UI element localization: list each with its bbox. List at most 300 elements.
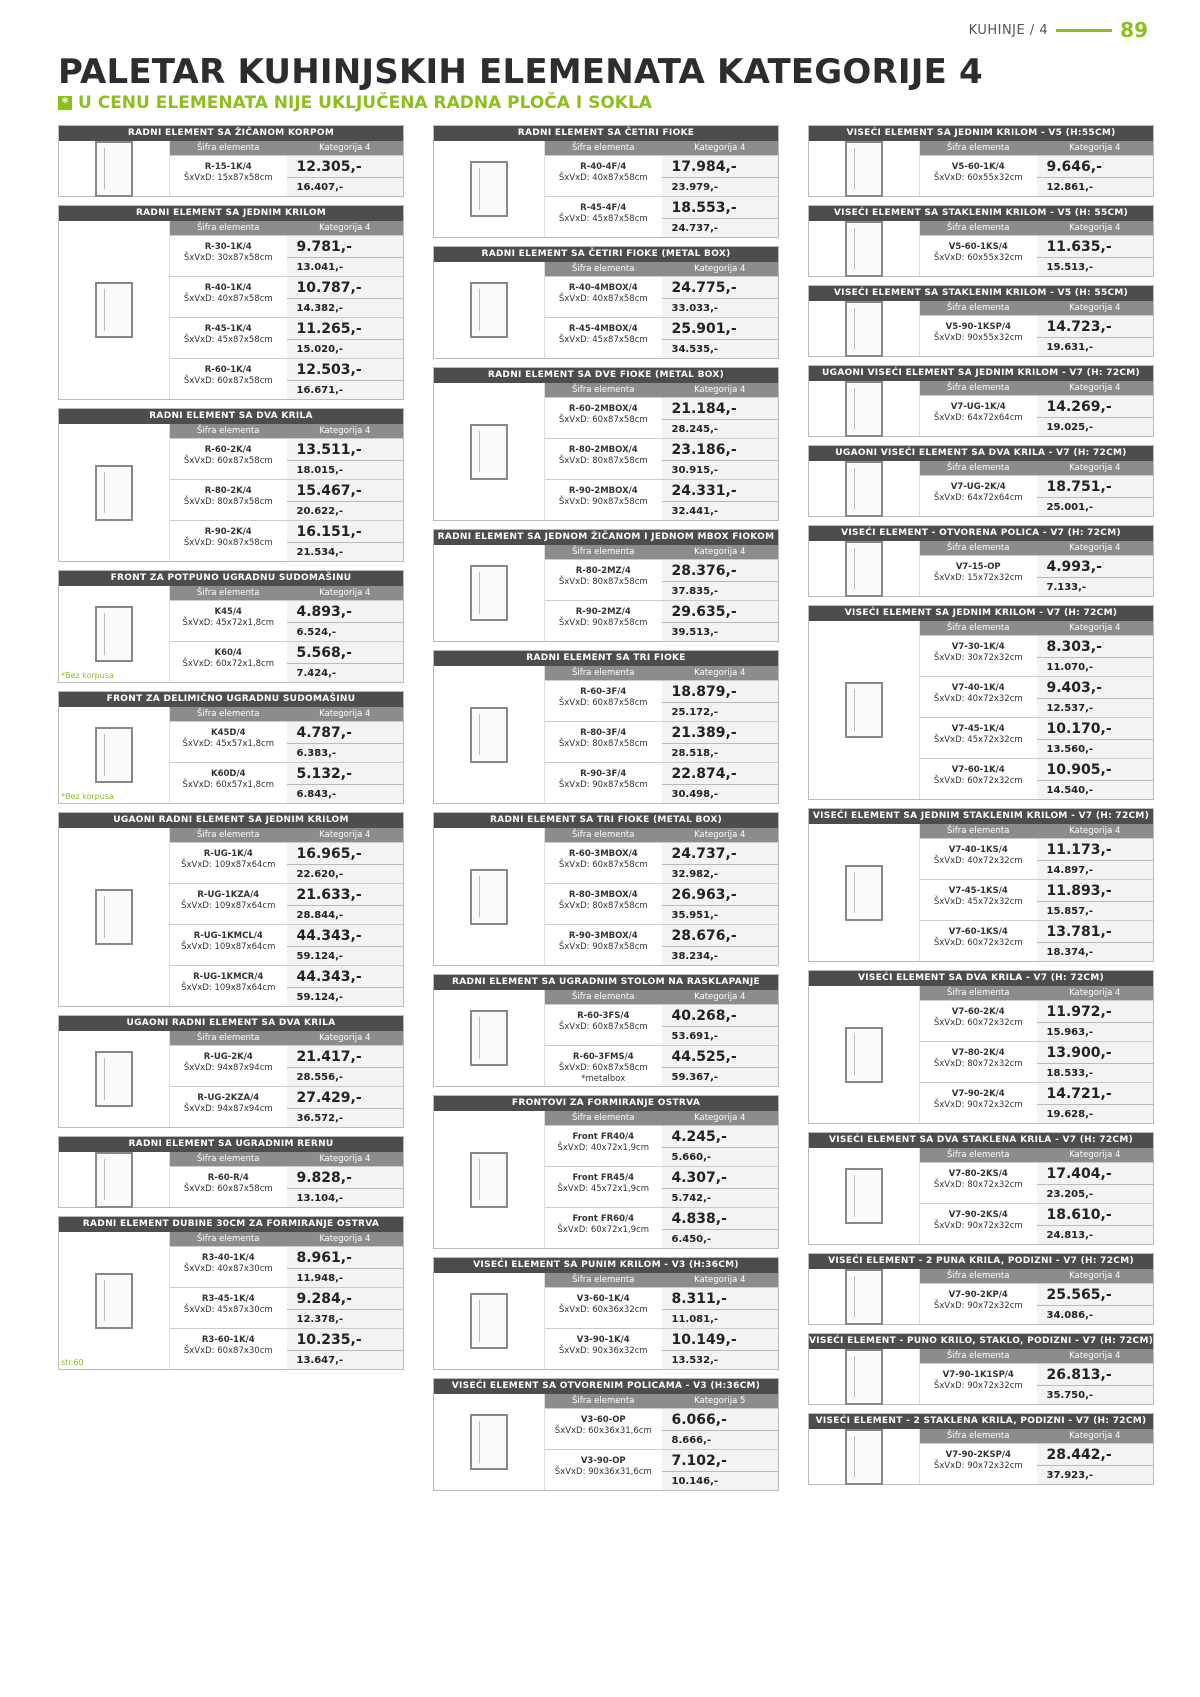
- element-code-cell: [920, 156, 1037, 196]
- price-cell: [662, 398, 779, 438]
- category-header: Kategorija 4: [694, 1113, 746, 1123]
- price-cell: [287, 1329, 404, 1369]
- product-image: [59, 1232, 170, 1369]
- element-code-cell: [170, 1329, 287, 1369]
- category-header: Kategorija 4: [319, 426, 371, 436]
- element-code-cell: [170, 1288, 287, 1328]
- regular-price: 6.843,-: [296, 789, 337, 800]
- category-header: Kategorija 4: [1069, 1431, 1121, 1441]
- regular-price: 34.086,-: [1046, 1310, 1094, 1321]
- table-row: [920, 555, 1153, 596]
- cabinet-icon: [95, 141, 133, 197]
- price-cell: [287, 318, 404, 358]
- table-header: [170, 828, 403, 842]
- table-row: [545, 1045, 778, 1086]
- price-divider: [662, 1309, 779, 1310]
- regular-price: 21.534,-: [296, 547, 344, 558]
- code-header: Šifra elementa: [947, 623, 1010, 633]
- element-code: R-30-1K/4: [204, 242, 252, 252]
- price-divider: [662, 702, 779, 703]
- element-code-cell: [920, 677, 1037, 717]
- element-code-cell: [920, 839, 1037, 879]
- element-code: R3-45-1K/4: [201, 1294, 255, 1304]
- section-note: *Bez korpusa: [61, 671, 114, 680]
- category-header: Kategorija 4: [319, 1033, 371, 1043]
- product-image: [434, 545, 545, 641]
- regular-price: 19.631,-: [1046, 342, 1094, 353]
- table-header: [170, 1152, 403, 1166]
- table-row: [545, 559, 778, 600]
- price-divider: [1037, 1385, 1154, 1386]
- table-row: [545, 1408, 778, 1449]
- element-dimensions: ŠxVxD: 60x72x32cm: [933, 938, 1023, 948]
- code-header: Šifra elementa: [947, 463, 1010, 473]
- regular-price: 8.666,-: [671, 1435, 712, 1446]
- product-image: [59, 586, 170, 682]
- category-header: Kategorija 4: [319, 143, 371, 153]
- cabinet-icon: [470, 707, 508, 763]
- category-header: Kategorija 4: [694, 830, 746, 840]
- regular-price: 13.104,-: [296, 1193, 344, 1204]
- element-dimensions: ŠxVxD: 60x87x30cm: [183, 1346, 273, 1356]
- regular-price: 32.982,-: [671, 869, 719, 880]
- price-divider: [662, 1229, 779, 1230]
- discount-price: 21.184,-: [671, 401, 737, 417]
- element-code-cell: [920, 1042, 1037, 1082]
- table-header: [170, 1031, 403, 1045]
- table-row: [545, 1004, 778, 1045]
- product-image: [809, 621, 920, 799]
- cabinet-icon: [470, 282, 508, 338]
- table-row: [920, 920, 1153, 961]
- element-code-cell: [170, 277, 287, 317]
- table-row: [170, 965, 403, 1006]
- element-code-cell: [170, 318, 287, 358]
- discount-price: 18.553,-: [671, 200, 737, 216]
- price-divider: [287, 905, 404, 906]
- section-title: VISEĆI ELEMENT SA JEDNIM KRILOM - V7 (H: 72CM): [809, 606, 1153, 621]
- product-image: [434, 828, 545, 965]
- code-header: Šifra elementa: [572, 385, 635, 395]
- element-dimensions: ŠxVxD: 45x87x58cm: [183, 335, 273, 345]
- element-code: V7-30-1K/4: [951, 642, 1005, 652]
- element-dimensions: ŠxVxD: 90x87x58cm: [558, 942, 648, 952]
- price-divider: [1037, 497, 1154, 498]
- element-dimensions: ŠxVxD: 64x72x64cm: [933, 413, 1023, 423]
- price-cell: [662, 439, 779, 479]
- regular-price: 19.025,-: [1046, 422, 1094, 433]
- element-code: R-60-3FMS/4: [572, 1052, 634, 1062]
- element-dimensions: ŠxVxD: 109x87x64cm: [181, 901, 276, 911]
- cabinet-icon: [95, 465, 133, 521]
- element-dimensions: ŠxVxD: 40x72x32cm: [933, 694, 1023, 704]
- category-header: Kategorija 4: [319, 1154, 371, 1164]
- price-cell: [287, 884, 404, 924]
- discount-price: 5.132,-: [296, 766, 352, 782]
- product-image: [434, 990, 545, 1086]
- section-title: VISEĆI ELEMENT - OTVORENA POLICA - V7 (H: 72CM): [809, 526, 1153, 541]
- element-code: R-80-3MBOX/4: [568, 890, 638, 900]
- category-header: Kategorija 4: [1069, 623, 1121, 633]
- table-row: [545, 397, 778, 438]
- regular-price: 10.146,-: [671, 1476, 719, 1487]
- regular-price: 20.622,-: [296, 506, 344, 517]
- product-section: [433, 367, 779, 521]
- element-code-cell: [545, 1046, 662, 1086]
- table-row: [170, 358, 403, 399]
- element-code: R-60-2MBOX/4: [568, 404, 638, 414]
- element-dimensions: ŠxVxD: 109x87x64cm: [181, 942, 276, 952]
- element-dimensions: ŠxVxD: 45x87x58cm: [558, 335, 648, 345]
- element-code: V7-80-2K/4: [951, 1048, 1005, 1058]
- section-title: RADNI ELEMENT DUBINE 30CM ZA FORMIRANJE OSTRVA: [59, 1217, 403, 1232]
- regular-price: 7.133,-: [1046, 582, 1087, 593]
- regular-price: 15.513,-: [1046, 262, 1094, 273]
- table-row: [545, 924, 778, 965]
- discount-price: 44.343,-: [296, 928, 362, 944]
- price-cell: [1037, 718, 1154, 758]
- product-image: [59, 707, 170, 803]
- table-row: [545, 1449, 778, 1490]
- price-cell: [1037, 556, 1154, 596]
- table-header: [920, 986, 1153, 1000]
- price-cell: [662, 318, 779, 358]
- element-code: V7-80-2KS/4: [948, 1169, 1008, 1179]
- product-image: [434, 1273, 545, 1369]
- price-cell: [662, 884, 779, 924]
- table-row: [170, 317, 403, 358]
- regular-price: 18.374,-: [1046, 947, 1094, 958]
- code-header: Šifra elementa: [572, 143, 635, 153]
- regular-price: 13.647,-: [296, 1355, 344, 1366]
- table-row: [920, 395, 1153, 436]
- section-title: VISEĆI ELEMENT - PUNO KRILO, STAKLO, PODIZNI - V7 (H: 72CM): [809, 1334, 1153, 1349]
- price-cell: [662, 843, 779, 883]
- code-header: Šifra elementa: [197, 830, 260, 840]
- regular-price: 12.378,-: [296, 1314, 344, 1325]
- element-code-cell: [545, 1329, 662, 1369]
- element-code: V7-UG-2K/4: [950, 482, 1006, 492]
- price-cell: [662, 925, 779, 965]
- price-cell: [1037, 1042, 1154, 1082]
- product-section: [808, 1413, 1154, 1485]
- element-dimensions: ŠxVxD: 94x87x94cm: [183, 1104, 273, 1114]
- discount-price: 11.173,-: [1046, 842, 1112, 858]
- section-title: RADNI ELEMENT SA JEDNIM KRILOM: [59, 206, 403, 221]
- element-code-cell: [545, 601, 662, 641]
- section-title: VISEĆI ELEMENT - 2 STAKLENA KRILA, PODIZNI - V7 (H: 72CM): [809, 1414, 1153, 1429]
- table-row: [545, 1328, 778, 1369]
- price-cell: [287, 966, 404, 1006]
- product-section: [58, 1216, 404, 1370]
- table-row: [545, 721, 778, 762]
- discount-price: 18.610,-: [1046, 1207, 1112, 1223]
- price-divider: [1037, 1465, 1154, 1466]
- discount-price: 44.343,-: [296, 969, 362, 985]
- section-note: str.60: [61, 1358, 84, 1367]
- price-cell: [662, 1288, 779, 1328]
- regular-price: 12.861,-: [1046, 182, 1094, 193]
- table-row: [170, 1045, 403, 1086]
- element-dimensions: ŠxVxD: 60x87x58cm: [558, 698, 648, 708]
- table-row: [170, 479, 403, 520]
- cabinet-icon: [95, 1152, 133, 1208]
- section-title: FRONT ZA POTPUNO UGRADNU SUDOMAŠINU: [59, 571, 403, 586]
- regular-price: 18.015,-: [296, 465, 344, 476]
- element-code: K60/4: [214, 648, 242, 658]
- table-row: [545, 1287, 778, 1328]
- section-title: FRONT ZA DELIMIČNO UGRADNU SUDOMAŠINU: [59, 692, 403, 707]
- price-cell: [287, 601, 404, 641]
- price-divider: [662, 581, 779, 582]
- table-row: [920, 1000, 1153, 1041]
- regular-price: 6.524,-: [296, 627, 337, 638]
- product-section: [808, 1253, 1154, 1325]
- discount-price: 27.429,-: [296, 1090, 362, 1106]
- code-header: Šifra elementa: [197, 1154, 260, 1164]
- table-row: [545, 276, 778, 317]
- category-header: Kategorija 4: [694, 992, 746, 1002]
- table-row: [920, 717, 1153, 758]
- element-code-cell: [545, 1005, 662, 1045]
- element-dimensions: ŠxVxD: 40x87x30cm: [183, 1264, 273, 1274]
- table-row: [170, 641, 403, 682]
- price-divider: [287, 663, 404, 664]
- discount-price: 24.331,-: [671, 483, 737, 499]
- cabinet-icon: [470, 161, 508, 217]
- discount-price: 4.245,-: [671, 1129, 727, 1145]
- regular-price: 28.245,-: [671, 424, 719, 435]
- element-code-cell: [170, 1087, 287, 1127]
- category-header: Kategorija 4: [1069, 1150, 1121, 1160]
- price-cell: [287, 359, 404, 399]
- product-section: [58, 125, 404, 197]
- category-header: Kategorija 4: [319, 1234, 371, 1244]
- element-code-cell: [170, 236, 287, 276]
- element-code-cell: [545, 843, 662, 883]
- element-dimensions: ŠxVxD: 30x87x58cm: [183, 253, 273, 263]
- regular-price: 59.367,-: [671, 1072, 719, 1083]
- discount-price: 4.993,-: [1046, 559, 1102, 575]
- category-header: Kategorija 4: [1069, 303, 1121, 313]
- regular-price: 23.205,-: [1046, 1189, 1094, 1200]
- element-code: V7-90-2KS/4: [948, 1210, 1008, 1220]
- price-divider: [1037, 860, 1154, 861]
- table-row: [170, 1086, 403, 1127]
- table-header: [545, 262, 778, 276]
- page-header: [969, 18, 1148, 42]
- element-code: R-UG-1KMCL/4: [193, 931, 263, 941]
- table-header: [545, 990, 778, 1004]
- table-header: [170, 424, 403, 438]
- cabinet-icon: [845, 221, 883, 277]
- cabinet-icon: [845, 1168, 883, 1224]
- price-cell: [662, 763, 779, 803]
- product-image: [809, 1429, 920, 1484]
- table-header: [920, 824, 1153, 838]
- category-header: Kategorija 4: [694, 264, 746, 274]
- regular-price: 33.033,-: [671, 303, 719, 314]
- category-header: Kategorija 4: [694, 547, 746, 557]
- element-code: R-15-1K/4: [204, 162, 252, 172]
- category-header: Kategorija 4: [694, 1275, 746, 1285]
- price-cell: [1037, 476, 1154, 516]
- table-row: [170, 520, 403, 561]
- regular-price: 38.234,-: [671, 951, 719, 962]
- price-cell: [662, 1450, 779, 1490]
- product-image: [809, 381, 920, 436]
- cabinet-icon: [470, 1293, 508, 1349]
- section-title: UGAONI VISEĆI ELEMENT SA JEDNIM KRILOM - V7 (H: 72CM): [809, 366, 1153, 381]
- table-row: [545, 680, 778, 721]
- table-header: [170, 586, 403, 600]
- element-code-cell: [920, 718, 1037, 758]
- discount-price: 25.565,-: [1046, 1287, 1112, 1303]
- price-cell: [1037, 880, 1154, 920]
- code-header: Šifra elementa: [947, 1431, 1010, 1441]
- element-dimensions: ŠxVxD: 90x72x32cm: [933, 1461, 1023, 1471]
- price-divider: [1037, 1305, 1154, 1306]
- price-cell: [662, 1126, 779, 1166]
- table-row: [170, 762, 403, 803]
- price-cell: [287, 480, 404, 520]
- element-dimensions: ŠxVxD: 60x87x58cm *metalbox: [558, 1063, 648, 1084]
- regular-price: 12.537,-: [1046, 703, 1094, 714]
- price-cell: [287, 1288, 404, 1328]
- table-header: [920, 621, 1153, 635]
- discount-price: 14.723,-: [1046, 319, 1112, 335]
- regular-price: 22.620,-: [296, 869, 344, 880]
- discount-price: 8.311,-: [671, 1291, 727, 1307]
- element-code: R-UG-2K/4: [203, 1052, 253, 1062]
- element-dimensions: ŠxVxD: 90x87x58cm: [558, 780, 648, 790]
- product-image: [434, 1394, 545, 1490]
- element-dimensions: ŠxVxD: 45x72x32cm: [933, 735, 1023, 745]
- discount-price: 9.646,-: [1046, 159, 1102, 175]
- price-divider: [287, 1067, 404, 1068]
- cabinet-icon: [845, 682, 883, 738]
- product-section: [808, 1132, 1154, 1245]
- element-code: V7-45-1KS/4: [948, 886, 1008, 896]
- element-dimensions: ŠxVxD: 90x36x32cm: [558, 1346, 648, 1356]
- discount-price: 6.066,-: [671, 1412, 727, 1428]
- price-cell: [1037, 1083, 1154, 1123]
- table-row: [170, 721, 403, 762]
- regular-price: 14.540,-: [1046, 785, 1094, 796]
- element-dimensions: ŠxVxD: 45x57x1,8cm: [182, 739, 275, 749]
- regular-price: 16.671,-: [296, 385, 344, 396]
- product-image: [59, 828, 170, 1006]
- table-row: [170, 438, 403, 479]
- table-row: [920, 1203, 1153, 1244]
- category-header: Kategorija 4: [1069, 143, 1121, 153]
- price-divider: [662, 419, 779, 420]
- discount-price: 17.984,-: [671, 159, 737, 175]
- price-divider: [1037, 1022, 1154, 1023]
- table-row: [920, 1082, 1153, 1123]
- element-code-cell: [545, 722, 662, 762]
- element-dimensions: ŠxVxD: 90x72x32cm: [933, 1301, 1023, 1311]
- element-dimensions: ŠxVxD: 60x72x32cm: [933, 1018, 1023, 1028]
- section-title: VISEĆI ELEMENT SA OTVORENIM POLICAMA - V3 (H:36CM): [434, 1379, 778, 1394]
- price-cell: [662, 1409, 779, 1449]
- discount-price: 21.417,-: [296, 1049, 362, 1065]
- section-title: UGAONI RADNI ELEMENT SA DVA KRILA: [59, 1016, 403, 1031]
- element-dimensions: ŠxVxD: 60x87x58cm: [183, 1184, 273, 1194]
- regular-price: 25.172,-: [671, 707, 719, 718]
- element-code: R-60-R/4: [207, 1173, 249, 1183]
- price-divider: [1037, 698, 1154, 699]
- element-code-cell: [545, 884, 662, 924]
- regular-price: 53.691,-: [671, 1031, 719, 1042]
- category-header: Kategorija 4: [694, 143, 746, 153]
- product-image: [434, 383, 545, 520]
- price-cell: [662, 1046, 779, 1086]
- product-image: [809, 1269, 920, 1324]
- cabinet-icon: [95, 889, 133, 945]
- product-section: [58, 1015, 404, 1128]
- element-code-cell: [545, 318, 662, 358]
- regular-price: 11.070,-: [1046, 662, 1094, 673]
- element-code: V7-15-OP: [955, 562, 1001, 572]
- discount-price: 28.376,-: [671, 563, 737, 579]
- element-code-cell: [545, 1126, 662, 1166]
- product-section: [808, 205, 1154, 277]
- table-header: [920, 1349, 1153, 1363]
- price-divider: [662, 218, 779, 219]
- price-cell: [1037, 1444, 1154, 1484]
- price-divider: [287, 864, 404, 865]
- price-cell: [1037, 1163, 1154, 1203]
- section-title: VISEĆI ELEMENT SA JEDNIM STAKLENIM KRILOM - V7 (H: 72CM): [809, 809, 1153, 824]
- discount-price: 29.635,-: [671, 604, 737, 620]
- regular-price: 6.450,-: [671, 1234, 712, 1245]
- product-section: [433, 246, 779, 359]
- regular-price: 59.124,-: [296, 992, 344, 1003]
- product-section: [808, 125, 1154, 197]
- table-header: [920, 141, 1153, 155]
- cabinet-icon: [470, 1010, 508, 1066]
- table-row: [545, 155, 778, 196]
- price-cell: [287, 277, 404, 317]
- discount-price: 26.963,-: [671, 887, 737, 903]
- product-image: [809, 141, 920, 196]
- discount-price: 10.235,-: [296, 1332, 362, 1348]
- element-code-cell: [920, 1364, 1037, 1404]
- code-header: Šifra elementa: [572, 668, 635, 678]
- cabinet-icon: [470, 1152, 508, 1208]
- element-code-cell: [920, 396, 1037, 436]
- price-cell: [1037, 1284, 1154, 1324]
- price-cell: [662, 560, 779, 600]
- discount-price: 12.305,-: [296, 159, 362, 175]
- code-header: Šifra elementa: [572, 830, 635, 840]
- code-header: Šifra elementa: [947, 988, 1010, 998]
- element-code-cell: [170, 642, 287, 682]
- table-header: [170, 141, 403, 155]
- price-divider: [662, 298, 779, 299]
- product-section: [58, 570, 404, 683]
- price-divider: [287, 1188, 404, 1189]
- table-row: [545, 883, 778, 924]
- regular-price: 37.835,-: [671, 586, 719, 597]
- element-dimensions: ŠxVxD: 80x87x58cm: [558, 456, 648, 466]
- table-header: [170, 707, 403, 721]
- table-row: [920, 1283, 1153, 1324]
- price-divider: [662, 784, 779, 785]
- table-row: [920, 155, 1153, 196]
- element-code: V7-40-1K/4: [951, 683, 1005, 693]
